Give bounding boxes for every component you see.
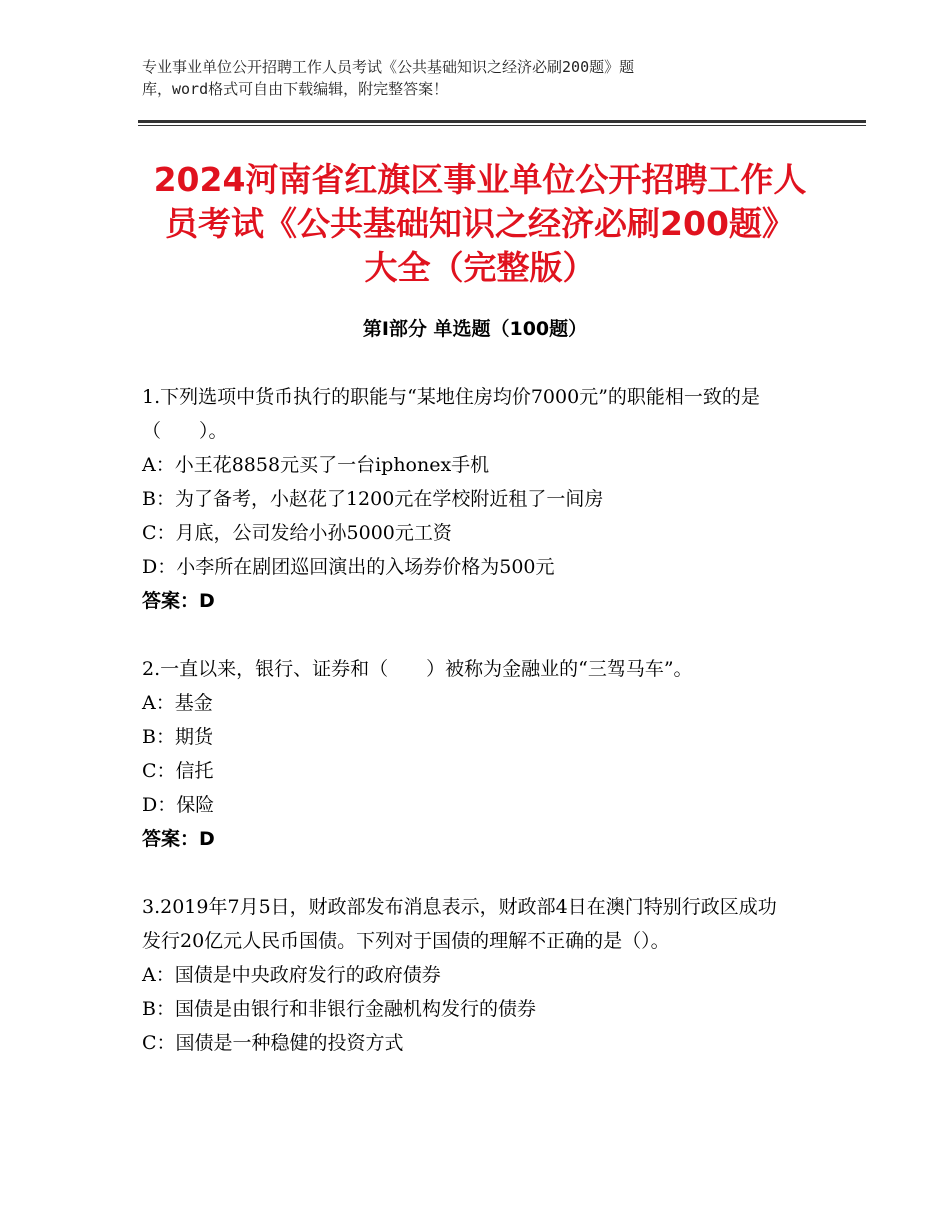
option-c: C：信托 bbox=[142, 760, 214, 782]
question-stem: 2.一直以来，银行、证券和（ ）被称为金融业的“三驾马车”。 bbox=[142, 658, 693, 680]
section-title: 第Ⅰ部分 单选题（100题） bbox=[362, 318, 588, 340]
header-note-line-1: 专业事业单位公开招聘工作人员考试《公共基础知识之经济必刷200题》题 bbox=[142, 58, 635, 76]
question-2 bbox=[142, 652, 792, 856]
answer-label: 答案：D bbox=[142, 828, 215, 850]
header-note bbox=[142, 56, 782, 100]
question-stem: 1.下列选项中货币执行的职能与“某地住房均价7000元”的职能相一致的是（ ）。 bbox=[142, 386, 760, 442]
option-d: D：保险 bbox=[142, 794, 215, 816]
option-b: B：国债是由银行和非银行金融机构发行的债券 bbox=[142, 998, 536, 1020]
document-title-line-1: 2024河南省红旗区事业单位公开招聘工作人 bbox=[153, 160, 807, 199]
option-b: B：为了备考，小赵花了1200元在学校附近租了一间房 bbox=[142, 488, 604, 510]
option-c: C：国债是一种稳健的投资方式 bbox=[142, 1032, 404, 1054]
option-b: B：期货 bbox=[142, 726, 213, 748]
option-c: C：月底，公司发给小孙5000元工资 bbox=[142, 522, 452, 544]
header-note-line-2: 库，word格式可自由下载编辑，附完整答案！ bbox=[142, 80, 449, 98]
document-title-line-3: 大全（完整版） bbox=[364, 248, 596, 287]
question-stem: 3.2019年7月5日，财政部发布消息表示，财政部4日在澳门特别行政区成功发行20亿元人民币国债。下列对于国债的理解不正确的是（）。 bbox=[142, 896, 777, 952]
answer-label: 答案：D bbox=[142, 590, 215, 612]
header-divider-thick bbox=[138, 120, 866, 123]
question-3 bbox=[142, 890, 792, 1060]
option-a: A：小王花8858元买了一台iphonex手机 bbox=[142, 454, 490, 476]
option-a: A：国债是中央政府发行的政府债券 bbox=[142, 964, 441, 986]
question-list bbox=[142, 380, 792, 1094]
document-title-line-2: 员考试《公共基础知识之经济必刷200题》 bbox=[165, 204, 795, 243]
option-a: A：基金 bbox=[142, 692, 213, 714]
option-d: D：小李所在剧团巡回演出的入场券价格为500元 bbox=[142, 556, 555, 578]
document-title bbox=[130, 158, 830, 290]
header-divider-thin bbox=[138, 125, 866, 126]
question-1 bbox=[142, 380, 792, 618]
